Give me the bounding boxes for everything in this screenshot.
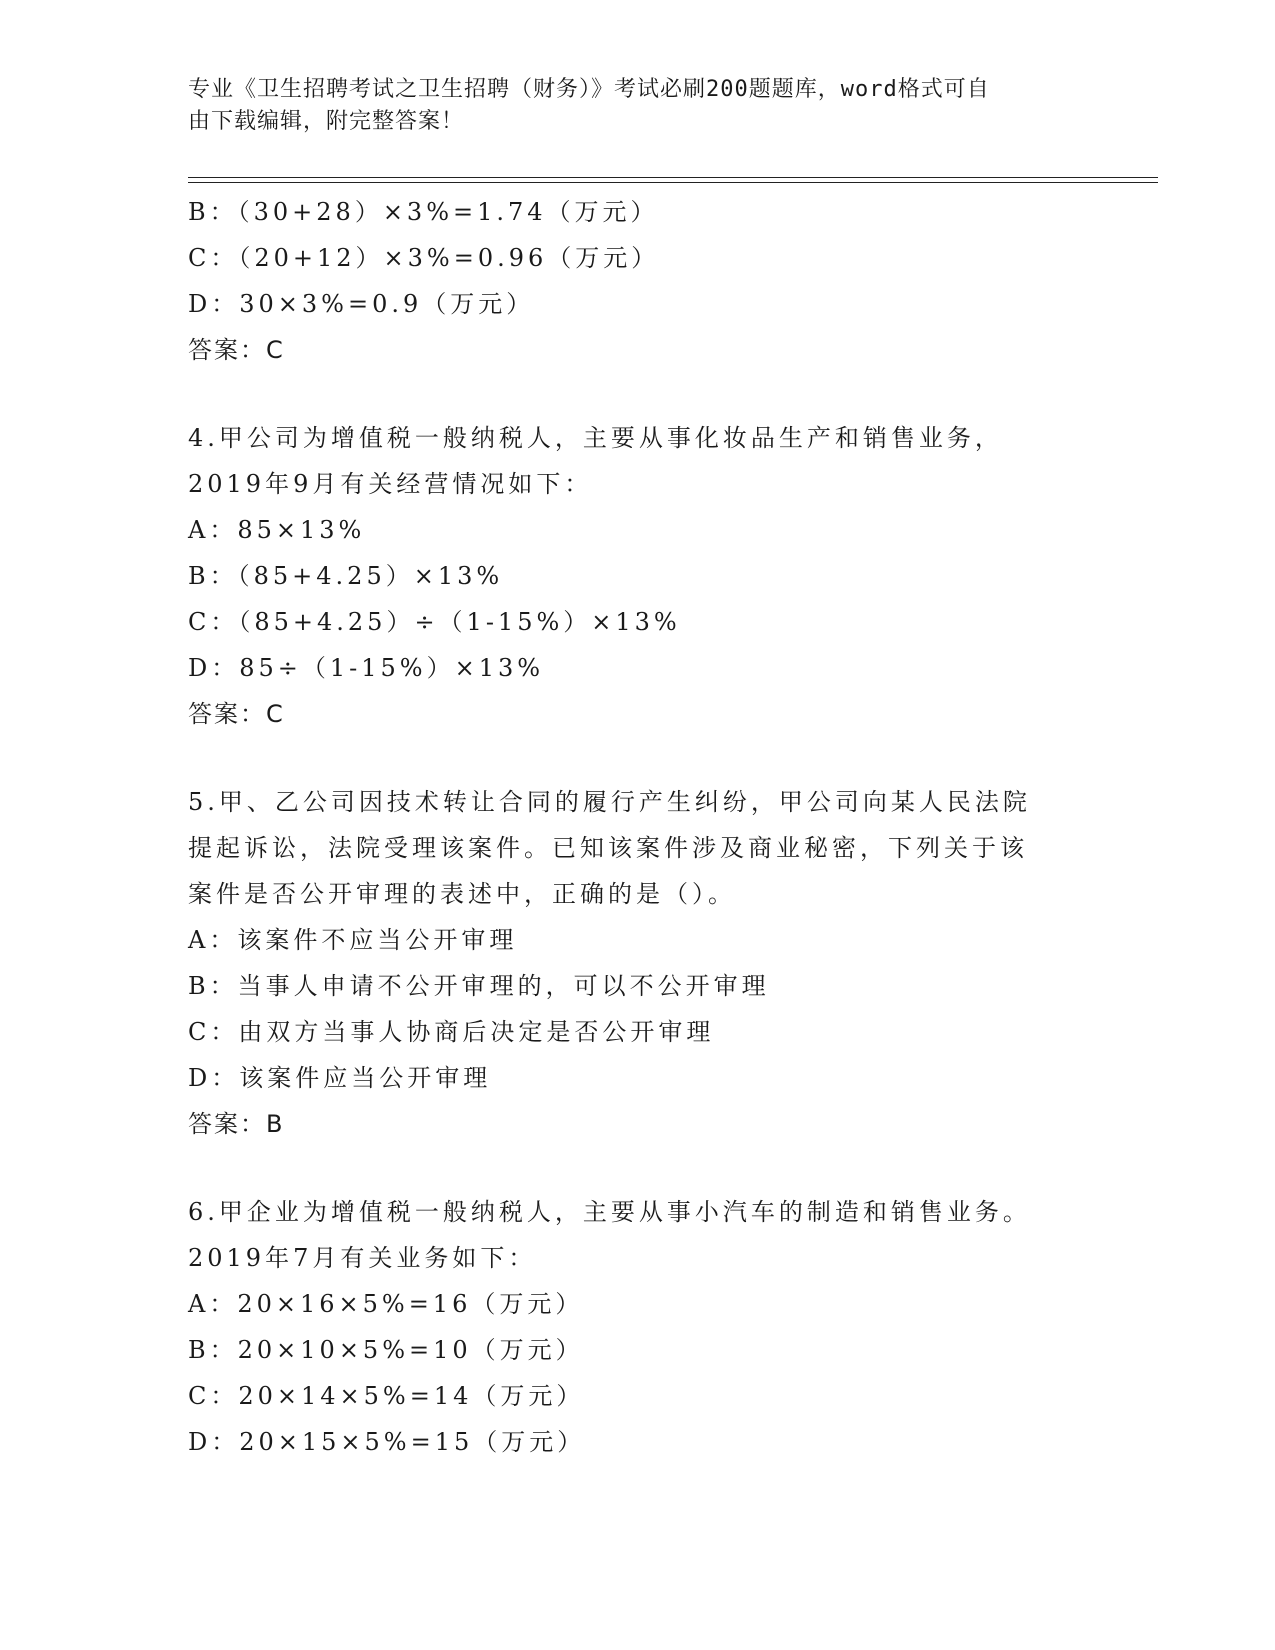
question-stem: 2019年9月有关经营情况如下： xyxy=(188,470,593,498)
question-6 xyxy=(188,1189,1088,1465)
question-stem: 2019年7月有关业务如下： xyxy=(188,1244,537,1272)
question-stem: 5.甲、乙公司因技术转让合同的履行产生纠纷，甲公司向某人民法院 xyxy=(188,788,1031,816)
option-c: C：（85+4.25）÷（1-15%）×13% xyxy=(188,608,681,636)
header-divider xyxy=(188,177,1158,183)
option-d: D：20×15×5%=15（万元） xyxy=(188,1428,586,1456)
document-header xyxy=(188,74,1068,138)
option-b: B：（30+28）×3%=1.74（万元） xyxy=(188,198,659,226)
question-stem: 6.甲企业为增值税一般纳税人，主要从事小汽车的制造和销售业务。 xyxy=(188,1198,1031,1226)
option-d: D：85÷（1-15%）×13% xyxy=(188,654,545,682)
option-c: C：（20+12）×3%=0.96（万元） xyxy=(188,244,660,272)
header-title-line-2: 由下载编辑，附完整答案！ xyxy=(188,109,465,134)
question-list xyxy=(188,189,1088,1465)
option-d: D：该案件应当公开审理 xyxy=(188,1064,492,1092)
header-title-line-1: 专业《卫生招聘考试之卫生招聘（财务）》考试必刷200题题库，word格式可自 xyxy=(188,77,990,102)
option-c: C：由双方当事人协商后决定是否公开审理 xyxy=(188,1018,715,1046)
question-stem: 4.甲公司为增值税一般纳税人，主要从事化妆品生产和销售业务， xyxy=(188,424,1003,452)
option-a: A：该案件不应当公开审理 xyxy=(188,926,518,954)
question-stem: 案件是否公开审理的表述中，正确的是（）。 xyxy=(188,880,736,908)
question-stem: 提起诉讼，法院受理该案件。已知该案件涉及商业秘密，下列关于该 xyxy=(188,834,1028,862)
option-a: A：85×13% xyxy=(188,516,366,544)
option-a: A：20×16×5%=16（万元） xyxy=(188,1290,584,1318)
option-d: D：30×3%=0.9（万元） xyxy=(188,290,535,318)
answer: 答案：B xyxy=(188,1110,285,1138)
question-5 xyxy=(188,779,1088,1147)
option-b: B：当事人申请不公开审理的，可以不公开审理 xyxy=(188,972,770,1000)
question-4 xyxy=(188,415,1088,737)
answer: 答案：C xyxy=(188,336,285,364)
option-b: B：（85+4.25）×13% xyxy=(188,562,504,590)
option-c: C：20×14×5%=14（万元） xyxy=(188,1382,585,1410)
option-b: B：20×10×5%=10（万元） xyxy=(188,1336,584,1364)
question-3 xyxy=(188,189,1088,373)
answer: 答案：C xyxy=(188,700,285,728)
